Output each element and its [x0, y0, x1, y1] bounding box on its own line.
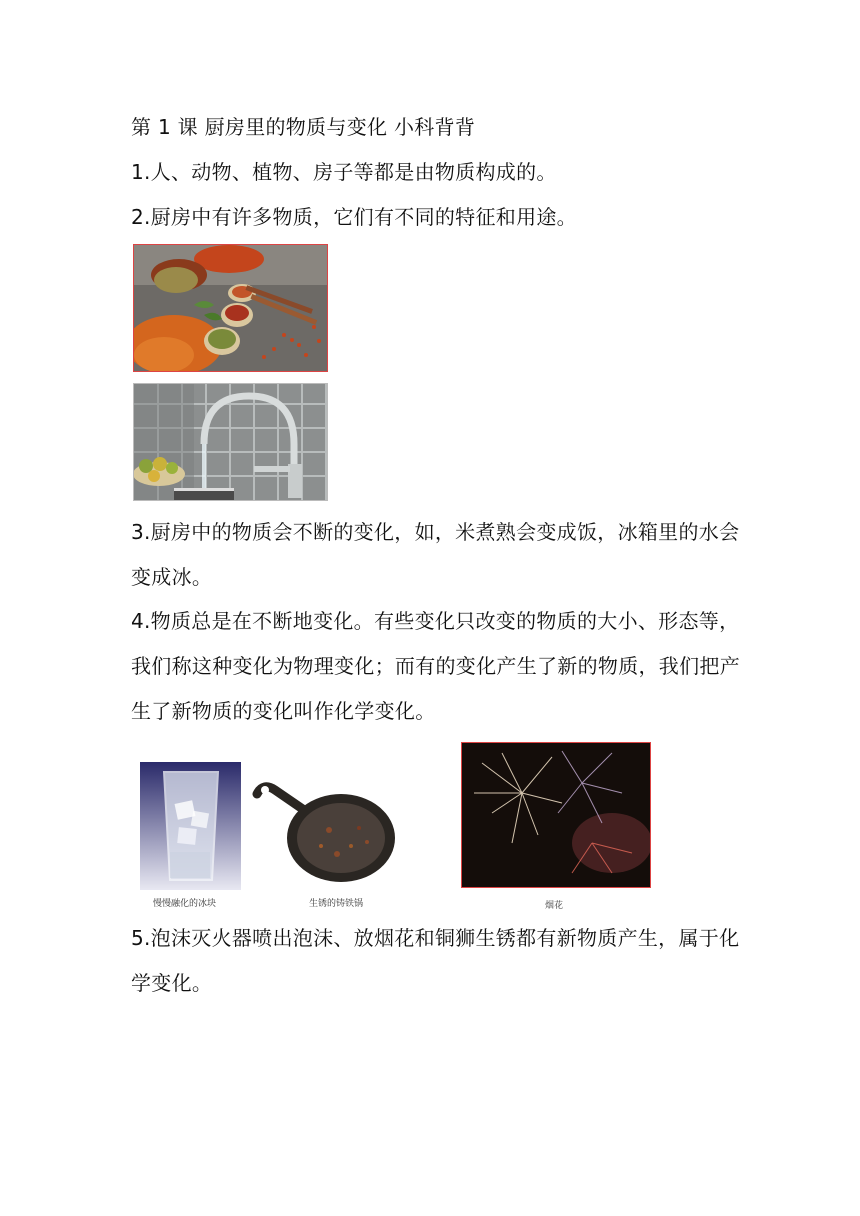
pan-caption: 生锈的铸铁锅: [309, 899, 364, 909]
paragraph-4-line-3: 生了新物质的变化叫作化学变化。: [131, 699, 436, 723]
paragraph-3-line-2: 变成冰。: [131, 565, 213, 589]
ice-caption: 慢慢融化的冰块: [153, 899, 217, 909]
paragraph-3-line-1: 3.厨房中的物质会不断的变化，如，米煮熟会变成饭，冰箱里的水会: [131, 520, 740, 544]
melting-ice-photo: [140, 762, 241, 890]
rusty-pan-photo: [249, 760, 399, 888]
paragraph-4-line-1: 4.物质总是在不断地变化。有些变化只改变的物质的大小、形态等，: [131, 609, 740, 633]
paragraph-4-line-2: 我们称这种变化为物理变化；而有的变化产生了新的物质，我们把产: [131, 654, 740, 678]
spices-photo: [133, 244, 328, 372]
paragraph-1: 1.人、动物、植物、房子等都是由物质构成的。: [131, 160, 557, 184]
fireworks-photo: [461, 742, 651, 888]
paragraph-5-line-2: 学变化。: [131, 971, 213, 995]
paragraph-2: 2.厨房中有许多物质，它们有不同的特征和用途。: [131, 205, 577, 229]
fireworks-caption: 烟花: [545, 901, 564, 911]
faucet-photo: [133, 383, 328, 501]
lesson-title: 第 1 课 厨房里的物质与变化 小科背背: [131, 115, 476, 139]
paragraph-5-line-1: 5.泡沫灭火器喷出泡沫、放烟花和铜狮生锈都有新物质产生，属于化: [131, 926, 740, 950]
